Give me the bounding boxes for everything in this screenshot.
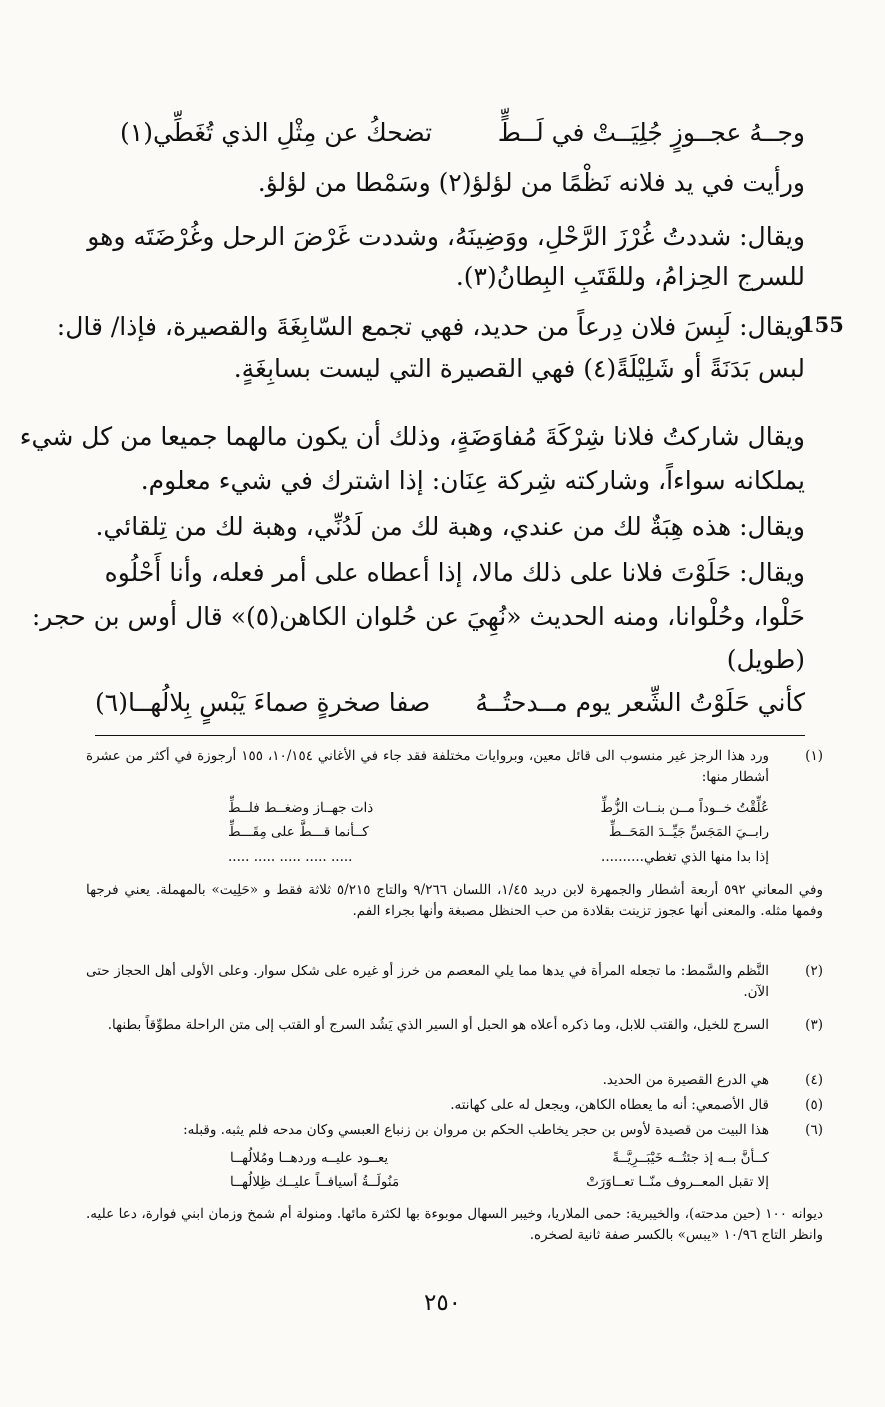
footnote-4-text: هي الدرع القصيرة من الحديد.	[602, 1072, 769, 1088]
footnote-6-text: هذا البيت من قصيدة لأوس بن حجر يخاطب الحكم بن مروان بن زنباع العبسي وكان مدحه فلم يثبه. وقبله:	[183, 1122, 769, 1138]
footnote-4-number: (٤)	[805, 1072, 823, 1088]
text-line-9: ويقال: حَلَوْتَ فلانا على ذلك مالا، إذا أعطاه على أمر فعله، وأنا أَحْلُوه	[104, 558, 805, 587]
footnote-6-verse-1a: كــأنَّ بــه إذ جئتُــه خَيْبَــرِيَّــةً	[612, 1150, 769, 1166]
footnote-2-number: (٢)	[805, 963, 823, 979]
footnote-5-number: (٥)	[805, 1097, 823, 1113]
footnote-1-text-continued: وفي المعاني ٥٩٢ أربعة أشطار والجمهرة لابن دريد ١/٤٥، اللسان ٩/٢٦٦ والتاج ٥/٢١٥ ثلاثة فقط و «حَلِيت» بالمهملة. يعني فرجها وفمها مثله. والمعنى أنها عجوز تزينت بقلادة من حب الحنظل مصبغة وأنها بجراء الفم.	[86, 882, 823, 919]
text-line-6: ويقال شاركتُ فلانا شِرْكَةَ مُفاوَضَةٍ، وذلك أن يكون مالهما جميعا من كل شيء	[19, 422, 805, 451]
meter-label: (طويل)	[726, 645, 805, 674]
verse2-second-hemistich: صفا صخرةٍ صماءَ يَبْسٍ بِلالُهــا(٦)	[95, 688, 431, 717]
footnote-1-verse-3a: إذا بدا منها الذي تغطي..........	[601, 849, 769, 865]
footnote-5-text: قال الأصمعي: أنه ما يعطاه الكاهن، ويجعل له على كهانته.	[450, 1097, 769, 1113]
footnote-1-verse-1b: ذات جهــاز وضغــط فلــطِّ	[228, 800, 374, 816]
footnote-6-verse-2a: إلا تقبل المعــروف منّــا تعــاوَرَتْ	[586, 1174, 769, 1190]
text-line-7: يملكانه سواءاً، وشاركته شِركة عِنَان: إذا اشترك في شيء معلوم.	[140, 466, 805, 495]
footnote-1-verse-2a: رابــيَ المَجَسِّ جَيِّــدَ المَحَــطِّ	[608, 824, 769, 840]
verse2-first-hemistich: كأني حَلَوْتُ الشِّعر يوم مــدحتُــهُ	[475, 688, 805, 717]
footnote-6-text-continued: ديوانه ١٠٠ (حين مدحته)، والخيبرية: حمى الملاريا، وخيبر السهال موبوءة بها لكثرة مائها. ومنولة أم شمخ وزمان ابني فوارة، دعا عليه. وانظر التاج ١٠/٩٦ «يبس» بالكسر صفة ثانية لصخره.	[86, 1206, 824, 1243]
footnote-6-verse-1b: يعــود عليــه وردهــا ومُلالُهــا	[230, 1150, 389, 1166]
footnote-1-verse-1a: عُلِّقْتُ خــوداً مــن بنــات الزُّطِّ	[600, 800, 769, 816]
footnote-1-number: (١)	[805, 748, 823, 764]
page-number: ٢٥٠	[423, 1290, 462, 1316]
footnote-1-verse-3b: ..... ..... ..... ..... .....	[228, 849, 353, 865]
text-line-8: ويقال: هذه هِبَةٌ لك من عندي، وهبة لك من لَدُنِّي، وهبة لك من تِلقائي.	[95, 512, 805, 541]
verse1-first-hemistich: وجــهُ عجــوزٍ جُلِيَــتْ في لَــطٍّ	[497, 118, 805, 147]
footnote-2-text: النَّظم والسَّمط: ما تجعله المرأة في يدها مما يلي المعصم من خرز أو غيره على شكل سوار. وعلى الأولى أهل الحجاز حتى الآن.	[86, 963, 769, 1000]
text-line-5: لبس بَدَنَةً أو شَلِيْلَةً(٤) فهي القصيرة التي ليست بسابِغَةٍ.	[233, 354, 805, 383]
footnote-1-text: ورد هذا الرجز غير منسوب الى قائل معين، وبروايات مختلفة فقد جاء في الأغاني ١٠/١٥٤، ١٥٥ أرجوزة في أكثر من عشرة أشطار منها:	[86, 748, 769, 785]
margin-page-reference: 155	[800, 312, 844, 337]
footnote-3-number: (٣)	[805, 1017, 823, 1033]
text-line-1: ورأيت في يد فلانه نَظْمًا من لؤلؤ(٢) وسَمْطا من لؤلؤ.	[257, 168, 805, 197]
footnote-1-verse-2b: كــأنما قـــطَّ على مِقَـــطِّ	[228, 824, 369, 840]
text-line-10: حَلْوا، وحُلْوانا، ومنه الحديث «نُهِيَ عن حُلوان الكاهن(٥)» قال أوس بن حجر:	[31, 602, 805, 631]
footnote-separator	[95, 735, 805, 736]
text-line-4: ويقال: لَبِسَ فلان دِرعاً من حديد، فهي تجمع السّابِغَةَ والقصيرة، فإذا/ قال:	[56, 312, 805, 341]
text-line-2: ويقال: شددتُ غُرْزَ الرَّحْلِ، ووَضِينَهُ، وشددت غَرْضَ الرحل وغُرْضَتَه وهو	[87, 222, 805, 251]
footnote-3-text: السرج للخيل، والقتب للابل، وما ذكره أعلاه هو الحبل أو السير الذي يَشُد السرج أو القتب إلى متن الراحلة مطوِّقاً بطنها.	[107, 1017, 769, 1033]
footnote-6-verse-2b: مَنُولَــةُ أسيافــاً عليــك ظِلالُهــا	[230, 1174, 400, 1190]
footnote-6-number: (٦)	[805, 1122, 823, 1138]
verse1-second-hemistich: تضحكُ عن مِثْلِ الذي تُغَطِّي(١)	[120, 118, 433, 147]
text-line-3: للسرج الحِزامُ، وللقَتَبِ البِطانُ(٣).	[455, 262, 805, 291]
